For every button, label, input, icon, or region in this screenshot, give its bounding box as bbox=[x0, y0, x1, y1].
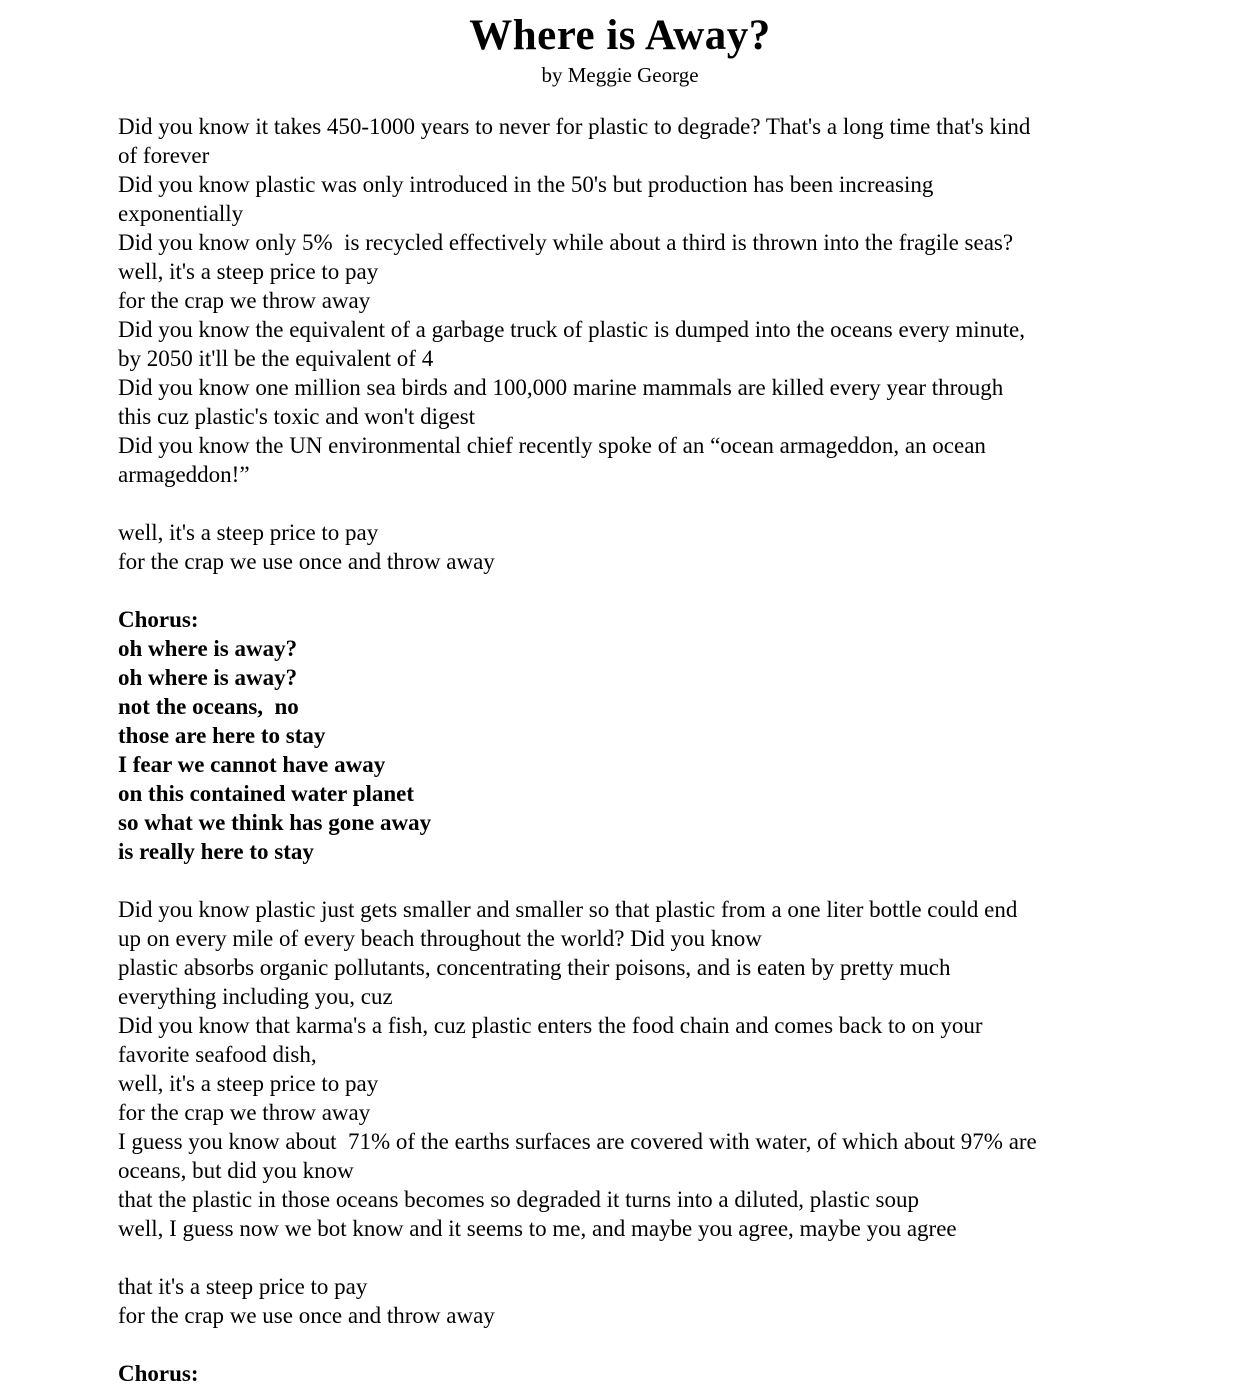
stanza bbox=[118, 1272, 1180, 1330]
lyric-line: for the crap we use once and throw away bbox=[118, 1303, 495, 1328]
stanza bbox=[118, 895, 1180, 1243]
stanza bbox=[118, 112, 1180, 489]
lyric-line: I guess you know about 71% of the earths surfaces are covered with water, of which about 97% are bbox=[118, 1129, 1037, 1154]
lyric-line: that the plastic in those oceans becomes so degraded it turns into a diluted, plastic soup bbox=[118, 1187, 919, 1212]
lyric-line: Did you know the UN environmental chief recently spoke of an “ocean armageddon, an ocean bbox=[118, 433, 986, 458]
lyric-line: Did you know plastic was only introduced in the 50's but production has been increasing bbox=[118, 172, 934, 197]
lyric-line: plastic absorbs organic pollutants, concentrating their poisons, and is eaten by pretty much bbox=[118, 955, 951, 980]
lyric-line: well, it's a steep price to pay bbox=[118, 259, 379, 284]
lyric-line: for the crap we throw away bbox=[118, 1100, 371, 1125]
lyric-line: well, I guess now we bot know and it seems to me, and maybe you agree, maybe you agree bbox=[118, 1216, 957, 1241]
lyric-line: oh where is away? bbox=[118, 636, 298, 661]
lyric-line: this cuz plastic's toxic and won't digest bbox=[118, 404, 476, 429]
lyric-line: everything including you, cuz bbox=[118, 984, 393, 1009]
lyric-line: Did you know the equivalent of a garbage truck of plastic is dumped into the oceans every minute, bbox=[118, 317, 1025, 342]
lyric-line: Did you know plastic just gets smaller and smaller so that plastic from a one liter bottle could end bbox=[118, 897, 1018, 922]
lyric-line: Chorus: bbox=[118, 607, 199, 632]
lyric-line: on this contained water planet bbox=[118, 781, 415, 806]
lyric-line: exponentially bbox=[118, 201, 244, 226]
lyric-line: Did you know it takes 450-1000 years to never for plastic to degrade? That's a long time that's kind bbox=[118, 114, 1031, 139]
lyric-line: by 2050 it'll be the equivalent of 4 bbox=[118, 346, 434, 371]
lyric-line: I fear we cannot have away bbox=[118, 752, 386, 777]
stanza bbox=[118, 605, 1180, 866]
lyric-line: armageddon!” bbox=[118, 462, 250, 487]
lyric-line: so what we think has gone away bbox=[118, 810, 432, 835]
lyric-line: Did you know only 5% is recycled effectively while about a third is thrown into the fragile seas? bbox=[118, 230, 1014, 255]
lyric-line: those are here to stay bbox=[118, 723, 326, 748]
lyric-line: favorite seafood dish, bbox=[118, 1042, 317, 1067]
lyric-line: Chorus: bbox=[118, 1361, 199, 1386]
lyric-line: for the crap we throw away bbox=[118, 288, 371, 313]
lyric-line: well, it's a steep price to pay bbox=[118, 1071, 379, 1096]
lyric-line: that it's a steep price to pay bbox=[118, 1274, 368, 1299]
lyric-line: of forever bbox=[118, 143, 210, 168]
lyrics bbox=[118, 112, 1180, 1388]
lyric-line: not the oceans, no bbox=[118, 694, 299, 719]
lyric-line: Did you know that karma's a fish, cuz plastic enters the food chain and comes back to on your bbox=[118, 1013, 983, 1038]
lyric-line: oceans, but did you know bbox=[118, 1158, 354, 1183]
page-title: Where is Away? bbox=[469, 12, 771, 59]
lyric-line: for the crap we use once and throw away bbox=[118, 549, 495, 574]
lyric-line: is really here to stay bbox=[118, 839, 314, 864]
lyric-line: oh where is away? bbox=[118, 665, 298, 690]
lyric-line: well, it's a steep price to pay bbox=[118, 520, 379, 545]
byline: by Meggie George bbox=[541, 63, 699, 87]
stanza bbox=[118, 518, 1180, 576]
document-header bbox=[0, 10, 1240, 88]
lyric-line: up on every mile of every beach throughout the world? Did you know bbox=[118, 926, 762, 951]
lyric-line: Did you know one million sea birds and 100,000 marine mammals are killed every year through bbox=[118, 375, 1004, 400]
